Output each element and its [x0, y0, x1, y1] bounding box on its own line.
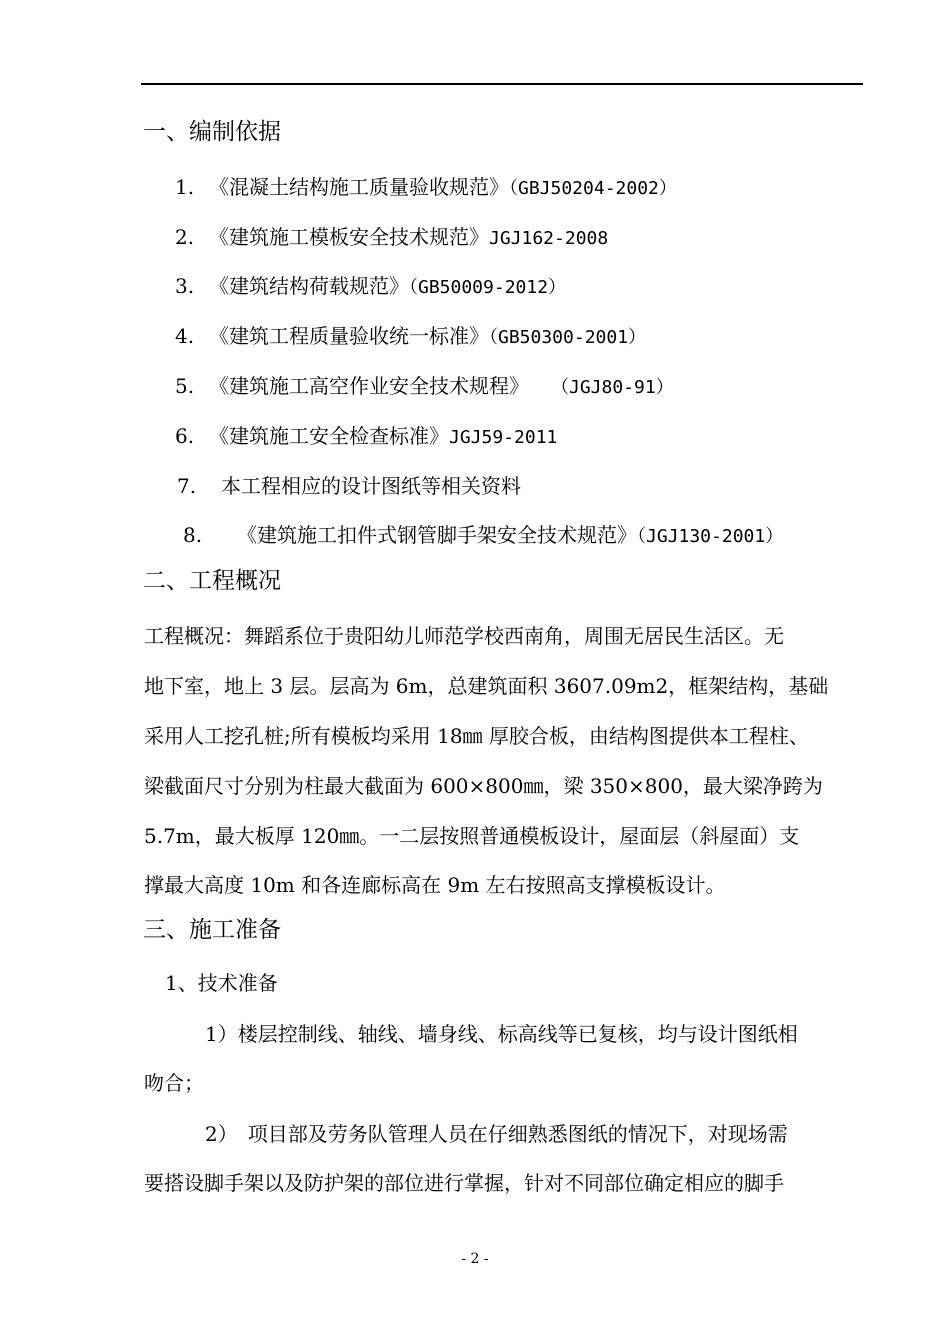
reference-item: 5. 《建筑施工高空作业安全技术规程》 （JGJ80-91） — [175, 374, 674, 398]
page-number: - 2 - — [461, 1251, 489, 1267]
reference-item: 8. 《建筑施工扣件式钢管脚手架安全技术规范》（JGJ130-2001） — [183, 523, 784, 547]
section-title-overview: 二、工程概况 — [143, 568, 281, 594]
reference-item: 3. 《建筑结构荷载规范》（GB50009-2012） — [175, 274, 567, 298]
reference-item: 4. 《建筑工程质量验收统一标准》（GB50300-2001） — [175, 324, 647, 348]
reference-item: 1. 《混凝土结构施工质量验收规范》（GBJ50204-2002） — [175, 175, 677, 199]
prep-item-line: 1）楼层控制线、轴线、墙身线、标高线等已复核，均与设计图纸相 — [205, 1022, 798, 1046]
header-rule — [141, 83, 863, 85]
overview-line: 地下室，地上 3 层。层高为 6m，总建筑面积 3607.09m2，框架结构，基础 — [144, 674, 829, 698]
overview-line: 5.7m，最大板厚 120㎜。一二层按照普通模板设计，屋面层（斜屋面）支 — [144, 824, 800, 848]
section-title-preparation: 三、施工准备 — [143, 917, 281, 943]
subsection-technical-prep: 1、技术准备 — [165, 971, 278, 995]
overview-line: 梁截面尺寸分别为柱最大截面为 600×800㎜，梁 350×800，最大梁净跨为 — [144, 774, 823, 798]
section-title-basis: 一、编制依据 — [143, 119, 281, 145]
overview-line: 采用人工挖孔桩;所有模板均采用 18㎜ 厚胶合板，由结构图提供本工程柱、 — [144, 724, 809, 748]
reference-item: 6. 《建筑施工安全检查标准》JGJ59-2011 — [175, 424, 558, 448]
prep-item-line: 吻合； — [144, 1071, 204, 1095]
reference-item: 2. 《建筑施工模板安全技术规范》JGJ162-2008 — [175, 225, 609, 249]
prep-item-line: 要搭设脚手架以及防护架的部位进行掌握，针对不同部位确定相应的脚手 — [144, 1171, 784, 1195]
reference-item: 7. 本工程相应的设计图纸等相关资料 — [177, 474, 521, 498]
overview-line: 工程概况：舞蹈系位于贵阳幼儿师范学校西南角，周围无居民生活区。无 — [144, 624, 784, 648]
overview-line: 撑最大高度 10m 和各连廊标高在 9m 左右按照高支撑模板设计。 — [144, 873, 726, 897]
prep-item-line: 2） 项目部及劳务队管理人员在仔细熟悉图纸的情况下，对现场需 — [205, 1122, 788, 1146]
